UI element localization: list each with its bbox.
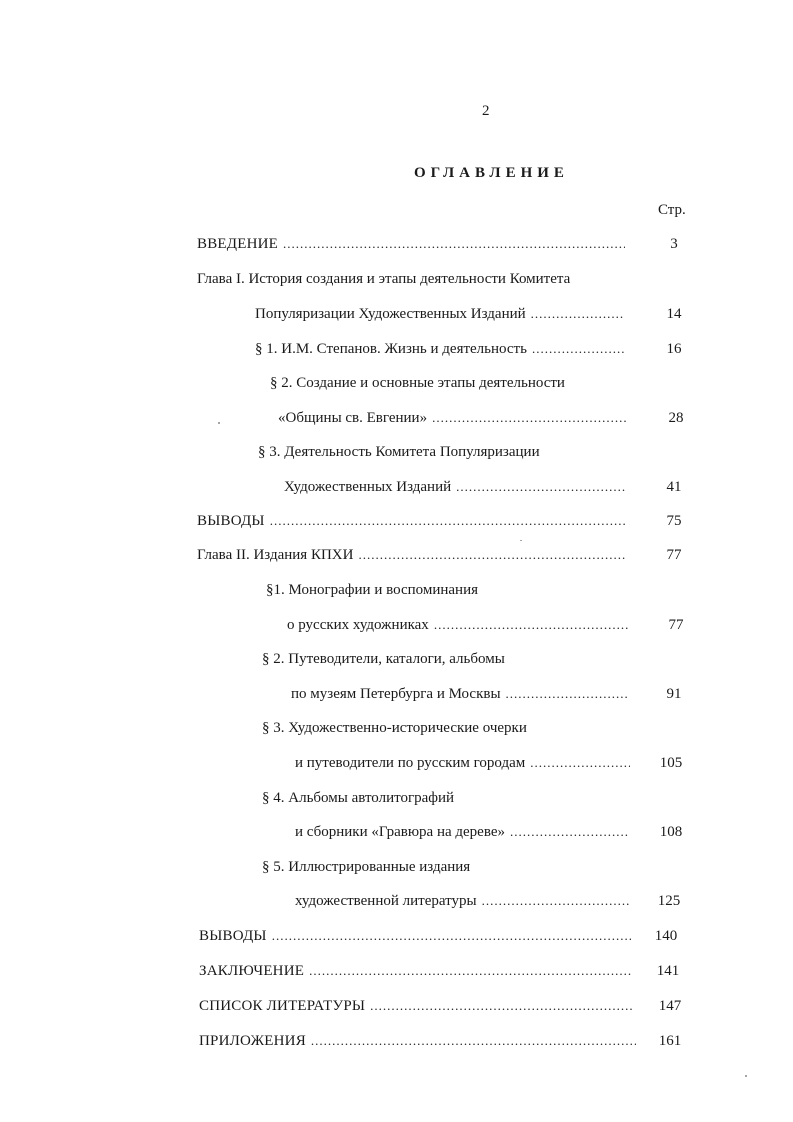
toc-entry-text: художественной литературы	[295, 893, 477, 909]
toc-entry-chapter-1	[197, 269, 637, 289]
toc-entry-introduction	[197, 234, 625, 254]
page-column-label: Стр.	[658, 202, 686, 218]
leader-dots	[530, 753, 630, 773]
leader-dots	[434, 615, 629, 635]
leader-dots	[432, 408, 628, 428]
toc-entry-section-2-2-cont	[291, 684, 629, 704]
toc-entry-section-1-3	[258, 442, 588, 462]
toc-entry-section-2-1-cont	[287, 615, 629, 635]
toc-entry-section-2-2	[262, 649, 592, 669]
toc-entry-text: «Общины св. Евгении»	[278, 410, 428, 426]
toc-entry-page: 140	[654, 928, 678, 944]
scan-speck	[218, 422, 220, 424]
leader-dots	[532, 339, 625, 359]
toc-entry-section-1-2-cont	[278, 408, 628, 428]
leader-dots	[283, 234, 625, 254]
toc-entry-text: ЗАКЛЮЧЕНИЕ	[199, 963, 305, 979]
toc-entry-text: по музеям Петербурга и Москвы	[291, 686, 501, 702]
toc-entry-conclusions-2	[199, 926, 631, 946]
toc-entry-text: § 5. Иллюстрированные издания	[262, 859, 471, 875]
leader-dots	[311, 1031, 636, 1051]
toc-entry-page: 28	[668, 410, 684, 426]
toc-entry-section-2-4-cont	[295, 822, 629, 842]
toc-entry-text: Популяризации Художественных Изданий	[255, 306, 526, 322]
toc-entry-text: и путеводители по русским городам	[295, 755, 526, 771]
toc-entry-text: ВЫВОДЫ	[197, 513, 265, 529]
toc-entry-text: Глава I. История создания и этапы деятельности Комитета	[197, 271, 571, 287]
toc-entry-text: § 1. И.М. Степанов. Жизнь и деятельность	[255, 341, 527, 357]
toc-entry-page: 147	[658, 998, 682, 1014]
leader-dots	[370, 996, 634, 1016]
toc-entry-final-conclusion	[199, 961, 631, 981]
toc-entry-page: 77	[668, 617, 684, 633]
toc-entry-page: 125	[657, 893, 681, 909]
toc-entry-text: СПИСОК ЛИТЕРАТУРЫ	[199, 998, 366, 1014]
toc-entry-section-1-2	[270, 373, 600, 393]
toc-entry-page: 14	[666, 306, 682, 322]
toc-entry-page: 77	[666, 547, 682, 563]
leader-dots	[358, 545, 627, 565]
toc-entry-text: ПРИЛОЖЕНИЯ	[199, 1033, 306, 1049]
toc-entry-section-2-1	[266, 580, 596, 600]
toc-entry-chapter-2	[197, 545, 627, 565]
toc-entry-section-1-1	[255, 339, 625, 359]
toc-entry-page: 141	[656, 963, 680, 979]
toc-entry-text: Художественных Изданий	[284, 479, 452, 495]
scan-speck	[745, 1075, 747, 1077]
toc-entry-page: 75	[666, 513, 682, 529]
leader-dots	[482, 891, 631, 911]
toc-entry-chapter-1-cont	[255, 304, 625, 324]
leader-dots	[510, 822, 629, 842]
toc-entry-page: 161	[658, 1033, 682, 1049]
scan-speck	[520, 540, 522, 541]
leader-dots	[506, 684, 629, 704]
toc-title: ОГЛАВЛЕНИЕ	[414, 165, 569, 181]
toc-entry-text: Глава II. Издания КПХИ	[197, 547, 354, 563]
toc-entry-text: § 3. Деятельность Комитета Популяризации	[258, 444, 540, 460]
toc-entry-section-2-5	[262, 857, 592, 877]
toc-entry-appendices	[199, 1031, 636, 1051]
toc-entry-page: 16	[666, 341, 682, 357]
toc-entry-text: о русских художниках	[287, 617, 429, 633]
toc-entry-page: 41	[666, 479, 682, 495]
leader-dots	[309, 961, 631, 981]
toc-entry-section-2-5-cont	[295, 891, 631, 911]
toc-entry-section-2-4	[262, 788, 592, 808]
toc-entry-text: и сборники «Гравюра на дереве»	[295, 824, 505, 840]
toc-entry-page: 105	[659, 755, 683, 771]
leader-dots	[270, 511, 627, 531]
leader-dots	[456, 477, 627, 497]
page-number: 2	[482, 103, 490, 119]
toc-entry-section-2-3-cont	[295, 753, 630, 773]
toc-entry-text: § 3. Художественно-исторические очерки	[262, 720, 527, 736]
toc-entry-bibliography	[199, 996, 634, 1016]
toc-entry-text: § 2. Путеводители, каталоги, альбомы	[262, 651, 505, 667]
toc-entry-page: 3	[670, 236, 678, 252]
toc-entry-section-1-3-cont	[284, 477, 627, 497]
toc-entry-text: ВВЕДЕНИЕ	[197, 236, 278, 252]
leader-dots	[272, 926, 631, 946]
toc-entry-text: § 2. Создание и основные этапы деятельности	[270, 375, 565, 391]
leader-dots	[531, 304, 625, 324]
toc-entry-section-2-3	[262, 718, 592, 738]
toc-entry-page: 108	[659, 824, 683, 840]
toc-entry-text: §1. Монографии и воспоминания	[266, 582, 479, 598]
toc-entry-page: 91	[666, 686, 682, 702]
toc-entry-text: § 4. Альбомы автолитографий	[262, 790, 455, 806]
toc-entry-text: ВЫВОДЫ	[199, 928, 267, 944]
toc-entry-conclusions-1	[197, 511, 627, 531]
